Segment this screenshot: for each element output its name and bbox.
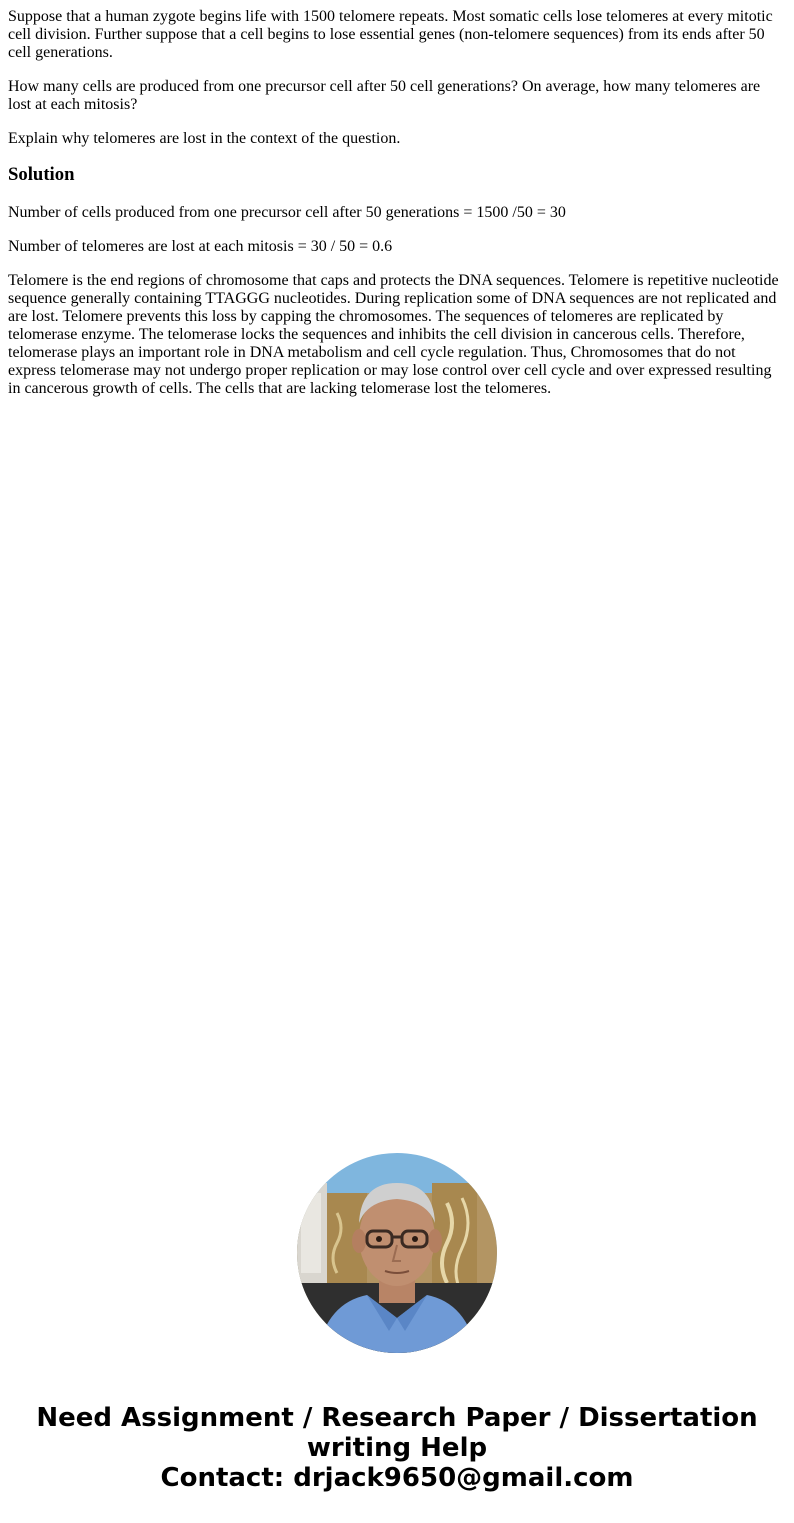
question-paragraph: Suppose that a human zygote begins life with 1500 telomere repeats. Most somatic cells lose telomeres at every mitotic cell division. Further suppose that a cell begins to lose essential genes (non-telomere sequences) from its ends after 50 cell generations. [8,8,773,61]
solution-heading: Solution [8,164,75,185]
promo-banner [0,1403,794,1493]
solution-paragraph: Number of telomeres are lost at each mitosis = 30 / 50 = 0.6 [8,238,393,255]
promo-line: writing Help [306,1433,488,1463]
promo-contact: Contact: drjack9650@gmail.com [160,1463,634,1493]
question-paragraph: Explain why telomeres are lost in the context of the question. [8,130,401,147]
person-portrait-icon [297,1153,497,1353]
solution-paragraph: Telomere is the end regions of chromosome that caps and protects the DNA sequences. Telomere is repetitive nucleotide sequence generally containing TTAGGG nucleotides. During replication some of DNA sequences are not replicated and are lost. Telomere prevents this loss by capping the chromosomes. The sequences of telomeres are replicated by telomerase enzyme. The telomerase locks the sequences and inhibits the cell division in cancerous cells. Therefore, telomerase plays an important role in DNA metabolism and cell cycle regulation. Thus, Chromosomes that do not express telomerase may not undergo proper replication or may lose control over cell cycle and over expressed resulting in cancerous growth of cells. The cells that are lacking telomerase lost the telomeres. [8,272,779,397]
question-paragraph: How many cells are produced from one precursor cell after 50 cell generations? On average, how many telomeres are lost at each mitosis? [8,78,761,113]
solution-paragraph: Number of cells produced from one precursor cell after 50 generations = 1500 /50 = 30 [8,204,566,221]
promo-line: Need Assignment / Research Paper / Dissertation [36,1403,758,1433]
document-body [8,8,780,414]
avatar [297,1153,497,1353]
